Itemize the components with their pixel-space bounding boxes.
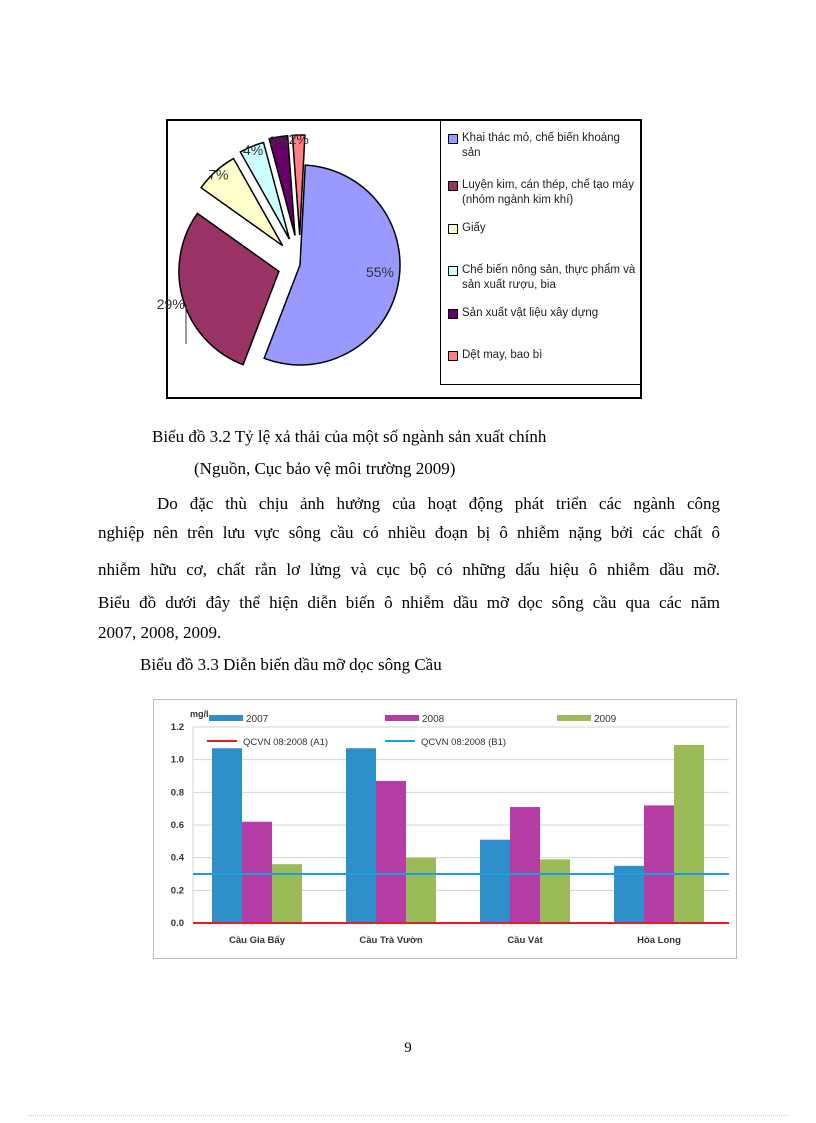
bar-chart [0, 690, 816, 970]
legend-swatch [385, 715, 419, 721]
pie-slice-label: 7% [208, 166, 229, 183]
legend-label: 2007 [246, 714, 269, 725]
paragraph-line: Biểu đồ dưới đây thể hiện diễn biến ô nhiễm dầu mỡ dọc sông cầu qua các năm [98, 593, 720, 612]
legend-swatch [448, 309, 458, 319]
y-tick-label: 0.6 [170, 820, 184, 831]
pie-slice [179, 213, 279, 364]
legend-label: QCVN 08:2008 (A1) [243, 737, 329, 748]
legend-swatch [448, 181, 458, 191]
x-category-label: Hòa Long [637, 935, 681, 946]
y-tick-label: 1.2 [170, 722, 184, 733]
x-category-label: Cầu Gia Bẩy [229, 935, 285, 946]
bar [376, 781, 406, 923]
pie-slice-label: 4% [243, 142, 264, 159]
legend-swatch [448, 134, 458, 144]
page-number: 9 [404, 1040, 412, 1056]
legend-label: 2008 [422, 714, 445, 725]
paragraph-line: Do đặc thù chịu ảnh hưởng của hoạt động phát triển các ngành công [157, 494, 720, 513]
figure-3-2-caption: Biểu đồ 3.2 Tỷ lệ xả thải của một số ngành sản xuất chính [152, 427, 547, 446]
x-category-label: Cầu Vát [507, 935, 543, 946]
y-tick-label: 0.2 [170, 885, 184, 897]
footer-divider [28, 1115, 788, 1116]
pie-legend-item: Chế biến nông sản, thực phẩm và sản xuất rượu, bia [448, 263, 638, 293]
figure-3-2-source: (Nguồn, Cục bảo vệ môi trường 2009) [194, 459, 456, 478]
pie-legend-item: Khai thác mỏ, chế biến khoáng sản [448, 131, 638, 161]
paragraph-line: nhiễm hữu cơ, chất rắn lơ lửng và cục bộ có những dấu hiệu ô nhiễm dầu mỡ. [98, 560, 720, 579]
pie-legend-item: Sản xuất vật liệu xây dựng [448, 306, 638, 321]
pie-legend-item: Giấy [448, 221, 638, 236]
bar [242, 822, 272, 923]
bar [674, 745, 704, 923]
legend-label: QCVN 08:2008 (B1) [421, 737, 507, 748]
legend-swatch [557, 715, 591, 721]
y-tick-label: 0.8 [170, 787, 184, 799]
pie-slice-label: 55% [365, 264, 395, 280]
pie-legend-item: Luyện kim, cán thép, chế tạo máy (nhóm ngành kim khí) [448, 178, 638, 208]
paragraph-line: 2007, 2008, 2009. [98, 623, 222, 642]
figure-3-3-caption: Biểu đồ 3.3 Diễn biến dầu mỡ dọc sông Cầu [140, 655, 442, 674]
y-axis-label: mg/l [190, 709, 209, 719]
paragraph-line: nghiệp nên trên lưu vực sông cầu có nhiều đoạn bị ô nhiễm nặng bởi các chất ô [98, 523, 720, 542]
bar [480, 840, 510, 923]
legend-swatch [448, 266, 458, 276]
y-tick-label: 0.4 [170, 852, 184, 864]
pie-chart [0, 0, 816, 420]
y-tick-label: 0.0 [170, 918, 184, 929]
legend-swatch [209, 715, 243, 721]
legend-swatch [448, 351, 458, 361]
legend-label: 2009 [594, 714, 617, 725]
bar [644, 805, 674, 923]
bar [540, 859, 570, 923]
bar [406, 858, 436, 923]
y-tick-label: 1.0 [170, 754, 184, 766]
pie-legend-item: Dệt may, bao bì [448, 348, 638, 363]
legend-swatch [448, 224, 458, 234]
bar [346, 748, 376, 923]
pie-slice-label: 29% [156, 296, 185, 313]
bar [510, 807, 540, 923]
x-category-label: Cầu Trà Vườn [359, 935, 423, 946]
pie-slice-label: 3% [268, 132, 290, 149]
pie-slice-label: 2% [288, 131, 309, 148]
bar [212, 748, 242, 923]
